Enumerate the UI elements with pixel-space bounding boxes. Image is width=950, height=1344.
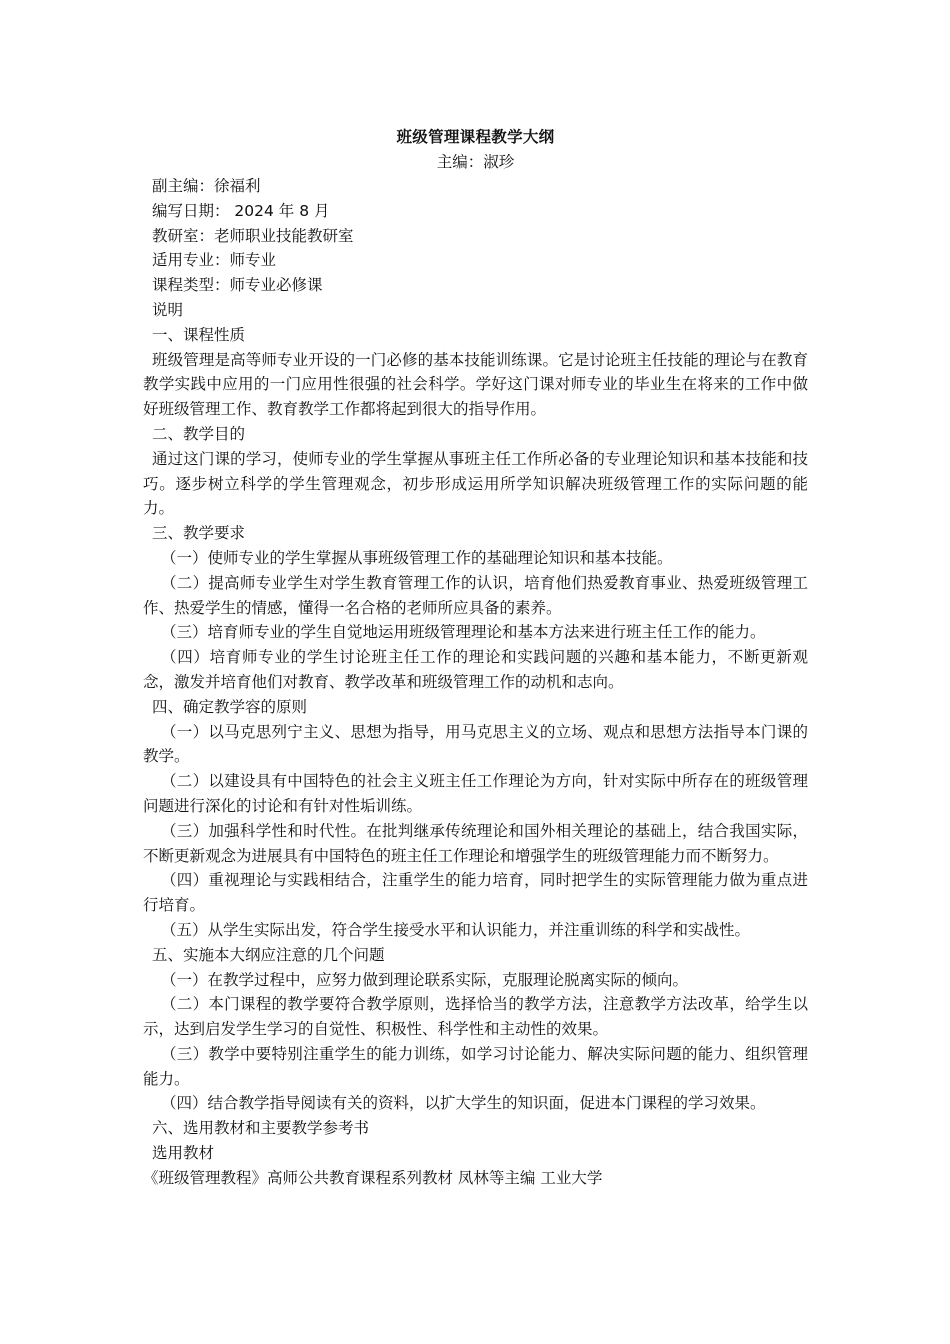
editor-line: 主编：淑珍 (436, 153, 515, 171)
meta-major: 适用专业：师专业 (152, 251, 277, 270)
list-item: （三）培育师专业的学生自觉地运用班级管理理论和基本方法来进行班主任工作的能力。 (161, 623, 766, 642)
document-title: 班级管理课程教学大纲 (396, 128, 555, 146)
meta-department: 教研室：老师职业技能教研室 (152, 226, 354, 245)
list-item: （五）从学生实际出发，符合学生接受水平和认识能力，并注重训练的科学和实战性。 (161, 920, 751, 939)
list-item: （二）本门课程的教学要符合教学原则，选择恰当的教学方法，注意教学方法改革，给学生以示，达到启发学生学习的自觉性、积极性、科学性和主动性的效果。 (143, 995, 808, 1039)
document-page (143, 124, 808, 1191)
section-heading: 一、课程性质 (152, 325, 246, 344)
section-heading: 二、教学目的 (152, 424, 246, 443)
list-item: （三）教学中要特别注重学生的能力训练，如学习讨论能力、解决实际问题的能力、组织管理能力。 (143, 1044, 808, 1088)
list-item: （二）以建设具有中国特色的社会主义班主任工作理论为方向，针对实际中所存在的班级管理问题进行深化的讨论和有针对性垢训练。 (143, 772, 808, 815)
meta-note-label: 说明 (152, 300, 184, 319)
meta-deputy-editor: 副主编：徐福利 (152, 177, 261, 195)
list-item: （三）加强科学性和时代性。在批判继承传统理论和国外相关理论的基础上，结合我国实际，不断更新观念为进展具有中国特色的班主任工作理论和增强学生的班级管理能力而不断努力。 (143, 821, 808, 865)
section-paragraph: 通过这门课的学习，使师专业的学生掌握从事班主任工作所必备的专业理论知识和基本技能和技巧。逐步树立科学的学生管理观念，初步形成运用所学知识解决班级管理工作的实际问题的能力。 (143, 449, 808, 518)
list-item: （四）结合教学指导阅读有关的资料，以扩大学生的知识面，促进本门课程的学习效果。 (161, 1094, 766, 1113)
meta-date: 编写日期： 2024 年 8 月 (152, 201, 330, 220)
list-item: （四）重视理论与实践相结合，注重学生的能力培育，同时把学生的实际管理能力做为重点进行培育。 (143, 871, 808, 915)
section-heading: 六、选用教材和主要教学参考书 (152, 1119, 370, 1138)
meta-course-type: 课程类型：师专业必修课 (152, 276, 323, 295)
textbook-entry: 《班级管理教程》高师公共教育课程系列教材 凤林等主编 工业大学 (143, 1168, 603, 1187)
list-item: （四）培育师专业的学生讨论班主任工作的理论和实践问题的兴趣和基本能力，不断更新观念，激发并培育他们对教育、教学改革和班级管理工作的动机和志向。 (143, 648, 808, 691)
section-paragraph: 班级管理是高等师专业开设的一门必修的基本技能训练课。它是讨论班主任技能的理论与在教育教学实践中应用的一门应用性很强的社会科学。学好这门课对师专业的毕业生在将来的工作中做好班级管理工作、教育教学工作都将起到很大的指导作用。 (143, 350, 808, 419)
section-heading: 五、实施本大纲应注意的几个问题 (152, 945, 385, 964)
list-item: （一）以马克思列宁主义、思想为指导，用马克思主义的立场、观点和思想方法指导本门课的教学。 (143, 722, 808, 766)
textbook-label: 选用教材 (152, 1144, 215, 1163)
section-heading: 三、教学要求 (152, 524, 246, 543)
list-item: （一）在教学过程中，应努力做到理论联系实际，克服理论脱离实际的倾向。 (161, 970, 689, 989)
list-item: （二）提高师专业学生对学生教育管理工作的认识，培育他们热爱教育事业、热爱班级管理工作、热爱学生的情感，懂得一名合格的老师所应具备的素养。 (143, 573, 808, 617)
list-item: （一）使师专业的学生掌握从事班级管理工作的基础理论知识和基本技能。 (161, 548, 673, 567)
section-heading: 四、确定教学容的原则 (152, 697, 308, 716)
